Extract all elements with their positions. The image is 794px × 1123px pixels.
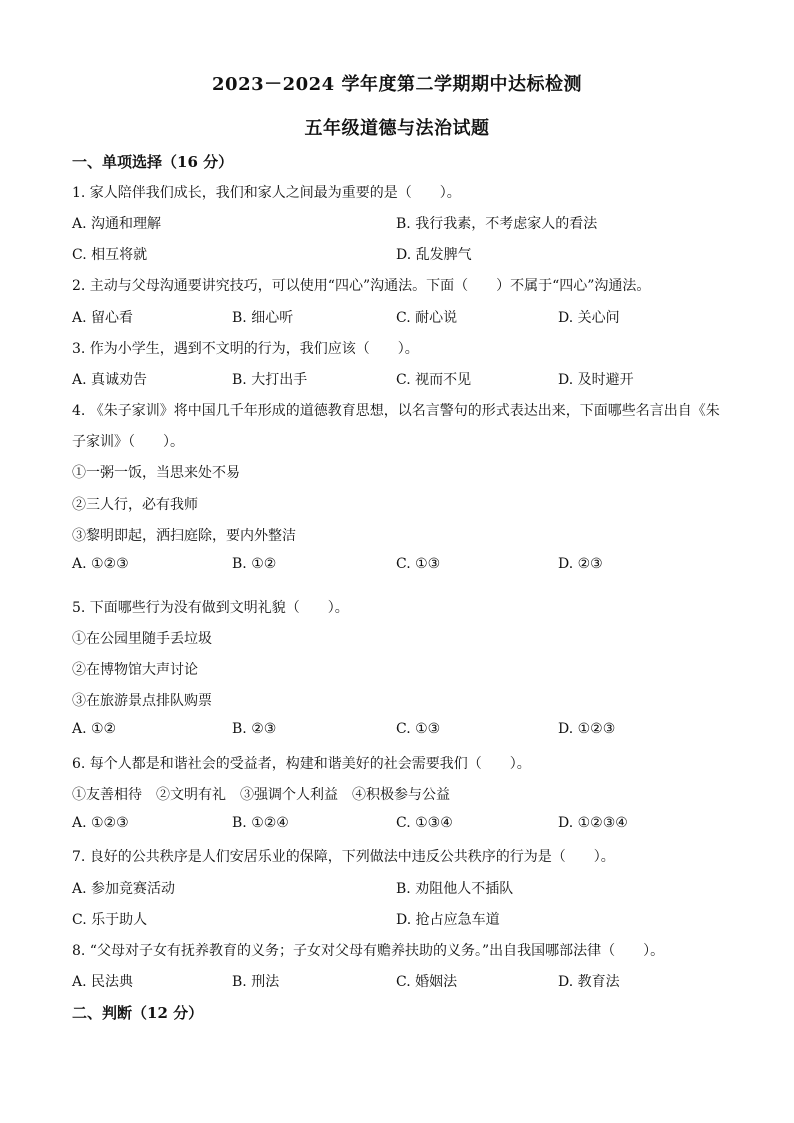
question-2-option-c: C. 耐心说 xyxy=(396,310,458,326)
question-5-item-1: ①在公园里随手丢垃圾 xyxy=(72,631,212,647)
question-6-option-c: C. ①③④ xyxy=(396,815,453,831)
question-4-option-b: B. ①② xyxy=(232,556,277,572)
question-7-option-b: B. 劝阻他人不插队 xyxy=(396,881,514,897)
question-5-option-d: D. ①②③ xyxy=(558,721,616,737)
question-1-option-c: C. 相互将就 xyxy=(72,247,148,263)
question-6-stem: 6. 每个人都是和谐社会的受益者，构建和谐美好的社会需要我们（ ）。 xyxy=(72,756,531,772)
question-5-stem: 5. 下面哪些行为没有做到文明礼貌（ ）。 xyxy=(72,600,349,616)
question-5-item-2: ②在博物馆大声讨论 xyxy=(72,662,198,678)
question-1-option-d: D. 乱发脾气 xyxy=(396,247,472,263)
exam-subtitle: 五年级道德与法治试题 xyxy=(304,118,490,139)
question-3-option-c: C. 视而不见 xyxy=(396,372,472,388)
question-2-option-d: D. 关心问 xyxy=(558,310,620,326)
question-8-option-d: D. 教育法 xyxy=(558,974,620,990)
question-4-option-d: D. ②③ xyxy=(558,556,603,572)
question-5-option-b: B. ②③ xyxy=(232,721,277,737)
question-2-option-b: B. 细心听 xyxy=(232,310,294,326)
question-4-option-a: A. ①②③ xyxy=(72,556,129,572)
question-7-stem: 7. 良好的公共秩序是人们安居乐业的保障，下列做法中违反公共秩序的行为是（ ）。 xyxy=(72,849,615,865)
question-1-stem: 1. 家人陪伴我们成长，我们和家人之间最为重要的是（ ）。 xyxy=(72,185,461,201)
question-6-items: ①友善相待 ②文明有礼 ③强调个人利益 ④积极参与公益 xyxy=(72,787,450,803)
question-3-option-a: A. 真诚劝告 xyxy=(72,372,148,388)
question-7-option-d: D. 抢占应急车道 xyxy=(396,912,500,928)
question-3-option-b: B. 大打出手 xyxy=(232,372,308,388)
question-3-stem: 3. 作为小学生，遇到不文明的行为，我们应该（ ）。 xyxy=(72,341,419,357)
question-2-option-a: A. 留心看 xyxy=(72,310,134,326)
question-4-option-c: C. ①③ xyxy=(396,556,441,572)
section-heading-single-choice: 一、单项选择（16 分） xyxy=(72,153,234,171)
question-8-stem: 8. “父母对子女有抚养教育的义务；子女对父母有赡养扶助的义务。”出自我国哪部法律（ ）。 xyxy=(72,943,665,959)
question-2-stem: 2. 主动与父母沟通要讲究技巧，可以使用“四心”沟通法。下面（ ）不属于“四心”沟通法。 xyxy=(72,278,651,294)
question-6-option-d: D. ①②③④ xyxy=(558,815,628,831)
question-5-option-a: A. ①② xyxy=(72,721,117,737)
question-5-option-c: C. ①③ xyxy=(396,721,441,737)
question-5-item-3: ③在旅游景点排队购票 xyxy=(72,693,212,709)
question-7-option-a: A. 参加竞赛活动 xyxy=(72,881,176,897)
question-4-item-2: ②三人行，必有我师 xyxy=(72,497,198,513)
question-1-option-b: B. 我行我素，不考虑家人的看法 xyxy=(396,216,598,232)
question-8-option-b: B. 刑法 xyxy=(232,974,280,990)
question-4-item-3: ③黎明即起，洒扫庭除，要内外整洁 xyxy=(72,528,296,544)
question-1-option-a: A. 沟通和理解 xyxy=(72,216,162,232)
question-8-option-a: A. 民法典 xyxy=(72,974,134,990)
question-4-stem-line-2: 子家训》（ ）。 xyxy=(72,434,184,450)
section-heading-true-false: 二、判断（12 分） xyxy=(72,1004,204,1022)
exam-title: 2023－2024 学年度第二学期期中达标检测 xyxy=(212,74,582,95)
question-8-option-c: C. 婚姻法 xyxy=(396,974,458,990)
question-4-stem-line-1: 4. 《朱子家训》将中国几千年形成的道德教育思想，以名言警句的形式表达出来，下面哪些名言出自《朱 xyxy=(72,403,720,419)
question-7-option-c: C. 乐于助人 xyxy=(72,912,148,928)
question-4-item-1: ①一粥一饭，当思来处不易 xyxy=(72,465,240,481)
question-6-option-a: A. ①②③ xyxy=(72,815,129,831)
question-6-option-b: B. ①②④ xyxy=(232,815,289,831)
question-3-option-d: D. 及时避开 xyxy=(558,372,634,388)
